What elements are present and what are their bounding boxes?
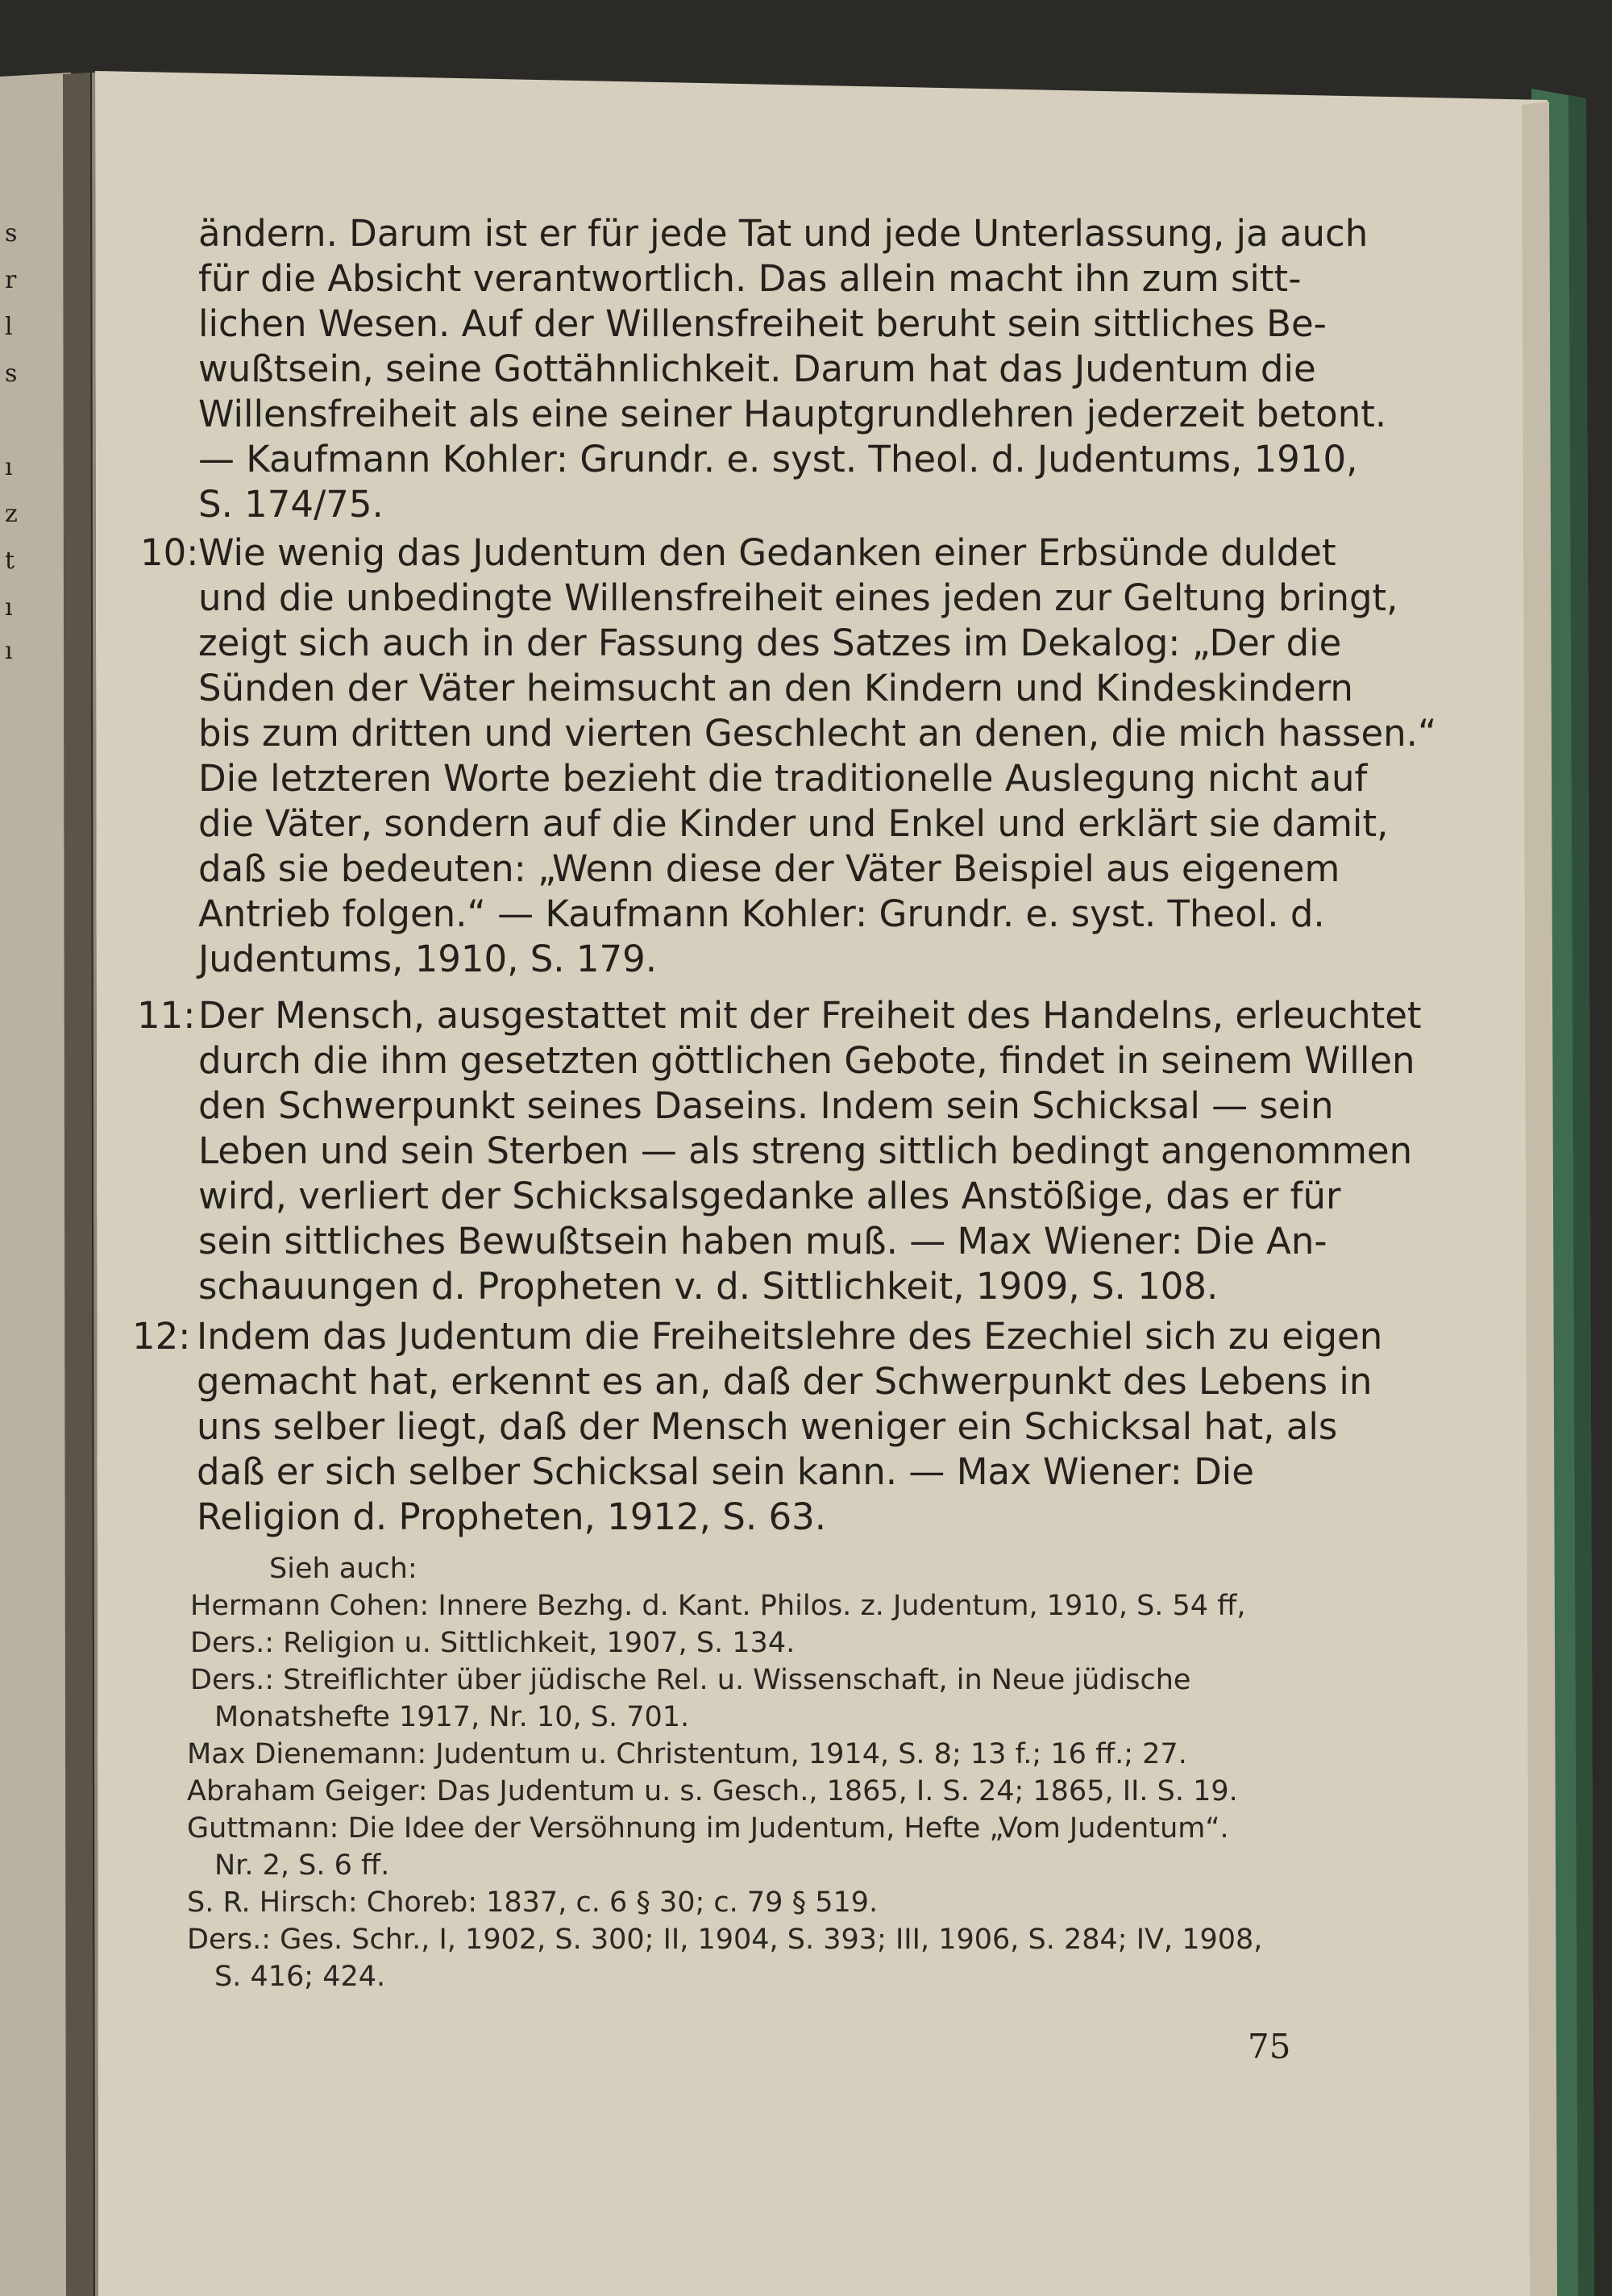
body-line: ändern. Darum ist er für jede Tat und jede Unterlassung, ja auch [198, 212, 1369, 255]
note-line: Wie wenig das Judentum den Gedanken einer Erbsünde duldet [198, 531, 1336, 574]
note-line: wird, verliert der Schicksalsgedanke alles Anstößige, das er für [198, 1175, 1341, 1217]
reference-line: S. R. Hirsch: Choreb: 1837, c. 6 § 30; c. 79 § 519. [187, 1886, 879, 1919]
left-page-char: r [5, 266, 17, 294]
note-number: 12: [132, 1315, 191, 1358]
left-page-char: s [5, 360, 18, 388]
body-line: wußtsein, seine Gottähnlichkeit. Darum hat das Judentum die [198, 347, 1316, 390]
note-line: den Schwerpunkt seines Daseins. Indem sein Schicksal — sein [198, 1084, 1334, 1127]
note-line: Antrieb folgen.“ — Kaufmann Kohler: Grundr. e. syst. Theol. d. [198, 892, 1325, 935]
left-page-char: s [5, 219, 18, 247]
note-line: Leben und sein Sterben — als streng sittlich bedingt angenommen [198, 1129, 1413, 1172]
reference-line: Ders.: Streiflichter über jüdische Rel. u. Wissenschaft, in Neue jüdische [190, 1664, 1191, 1696]
reference-line: Nr. 2, S. 6 ff. [214, 1849, 390, 1882]
left-page-char: z [5, 500, 18, 528]
note-line: zeigt sich auch in der Fassung des Satzes im Dekalog: „Der die [198, 622, 1342, 664]
left-page-char: t [5, 547, 15, 575]
note-line: Sünden der Väter heimsucht an den Kindern und Kindeskindern [198, 667, 1353, 709]
note-line: Der Mensch, ausgestattet mit der Freiheit des Handelns, erleuchtet [198, 994, 1422, 1037]
body-line: für die Absicht verantwortlich. Das allein macht ihn zum sitt- [198, 257, 1302, 300]
left-page-char: l [5, 313, 13, 341]
note-line: und die unbedingte Willensfreiheit eines jeden zur Geltung bringt, [198, 576, 1398, 619]
left-page-char: ı [5, 637, 13, 665]
reference-line: Ders.: Ges. Schr., I, 1902, S. 300; II, 1904, S. 393; III, 1906, S. 284; IV, 1908, [187, 1924, 1263, 1956]
note-number: 10: [140, 531, 199, 574]
see-also-heading: Sieh auch: [269, 1553, 418, 1585]
reference-line: Hermann Cohen: Innere Bezhg. d. Kant. Philos. z. Judentum, 1910, S. 54 ff, [190, 1590, 1246, 1622]
note-line: sein sittliches Bewußtsein haben muß. — Max Wiener: Die An- [198, 1220, 1327, 1262]
note-line: Judentums, 1910, S. 179. [198, 938, 658, 980]
left-page-char: ı [5, 453, 13, 481]
note-line: Religion d. Propheten, 1912, S. 63. [197, 1495, 827, 1538]
body-line: lichen Wesen. Auf der Willensfreiheit beruht sein sittliches Be- [198, 302, 1327, 345]
note-line: bis zum dritten und vierten Geschlecht an denen, die mich hassen.“ [198, 712, 1437, 755]
note-number: 11: [137, 994, 196, 1037]
left-page-edge [0, 73, 74, 2296]
reference-line: Monatshefte 1917, Nr. 10, S. 701. [214, 1701, 690, 1733]
reference-line: Ders.: Religion u. Sittlichkeit, 1907, S. 134. [190, 1627, 796, 1659]
note-line: Die letzteren Worte bezieht die traditionelle Auslegung nicht auf [198, 757, 1368, 800]
reference-line: S. 416; 424. [214, 1961, 386, 1993]
note-line: Indem das Judentum die Freiheitslehre des Ezechiel sich zu eigen [197, 1315, 1383, 1358]
reference-line: Max Dienemann: Judentum u. Christentum, 1914, S. 8; 13 f.; 16 ff.; 27. [187, 1738, 1187, 1770]
body-line: Willensfreiheit als eine seiner Hauptgrundlehren jederzeit betont. [198, 393, 1387, 435]
reference-line: Guttmann: Die Idee der Versöhnung im Judentum, Hefte „Vom Judentum“. [187, 1812, 1229, 1845]
note-line: gemacht hat, erkennt es an, daß der Schwerpunkt des Lebens in [197, 1360, 1373, 1403]
note-line: daß sie bedeuten: „Wenn diese der Väter Beispiel aus eigenem [198, 847, 1340, 890]
note-line: daß er sich selber Schicksal sein kann. — Max Wiener: Die [197, 1450, 1254, 1493]
left-page-shadow [63, 73, 93, 2296]
note-line: uns selber liegt, daß der Mensch weniger ein Schicksal hat, als [197, 1405, 1338, 1448]
note-line: durch die ihm gesetzten göttlichen Gebote, findet in seinem Willen [198, 1039, 1415, 1082]
page-number: 75 [1248, 2027, 1291, 2066]
body-line: S. 174/75. [198, 483, 384, 526]
body-line: — Kaufmann Kohler: Grundr. e. syst. Theol. d. Judentums, 1910, [198, 438, 1358, 480]
left-page-char: ı [5, 593, 13, 622]
note-line: die Väter, sondern auf die Kinder und Enkel und erklärt sie damit, [198, 802, 1389, 845]
reference-line: Abraham Geiger: Das Judentum u. s. Gesch., 1865, I. S. 24; 1865, II. S. 19. [187, 1775, 1238, 1807]
note-line: schauungen d. Propheten v. d. Sittlichkeit, 1909, S. 108. [198, 1265, 1219, 1308]
